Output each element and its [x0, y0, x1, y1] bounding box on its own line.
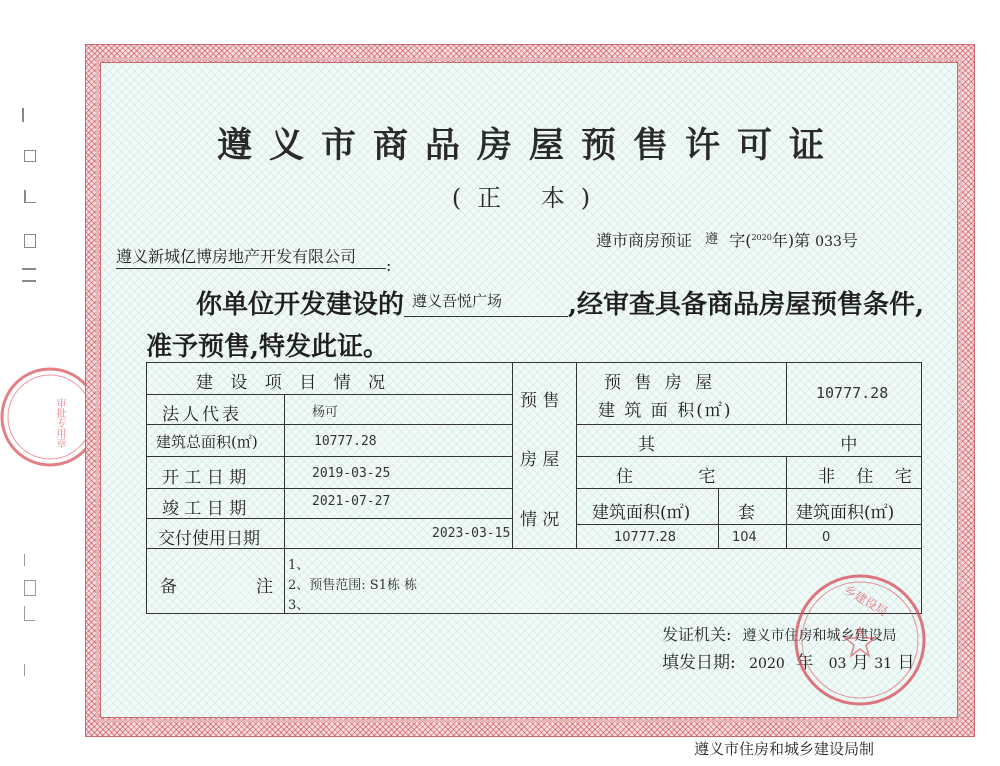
legal-rep-label: 法人代表: [162, 405, 242, 425]
table-line: [146, 548, 922, 549]
remarks-label-1: 备: [160, 577, 177, 597]
table-line: [512, 362, 513, 548]
edge-fragment: [22, 268, 36, 282]
table-line: [146, 456, 512, 457]
intro-text-3: 准予预售,特发此证。: [146, 332, 390, 362]
company-underline: [116, 268, 386, 269]
certificate-number: [596, 228, 858, 251]
total-area-value: 10777.28: [314, 434, 377, 449]
res-area-value: 10777.28: [614, 530, 677, 545]
issue-year: 2020: [749, 656, 785, 672]
table-line: [576, 488, 922, 489]
start-date-value: 2019-03-25: [312, 466, 391, 481]
issue-nian: 年: [796, 653, 814, 673]
table-line: [786, 362, 787, 424]
cert-number: 033: [815, 234, 842, 250]
remarks-line-1: 1、: [288, 558, 310, 573]
completion-date-label: 竣 工 日 期: [162, 499, 247, 519]
table-line: [576, 424, 922, 425]
edge-fragment: [22, 108, 38, 122]
table-line: [146, 488, 512, 489]
total-area-label: 建筑总面积(㎡): [156, 433, 258, 451]
intro-text-2: ,经审查具备商品房屋预售条件,: [568, 290, 925, 320]
edge-fragment: [24, 234, 36, 248]
units-value: 104: [732, 530, 757, 545]
cert-prefix: 遵市商房预证: [596, 231, 693, 250]
nonres-area-label: 建筑面积(㎡): [796, 503, 895, 523]
cert-zun: 遵: [705, 232, 719, 247]
start-date-label: 开 工 日 期: [162, 468, 247, 488]
edge-fragment: [24, 606, 35, 621]
edge-fragment: [24, 664, 33, 676]
table-line: [284, 548, 285, 614]
remarks-label-2: 注: [256, 577, 273, 597]
remarks-line-2: 2、预售范围: S1栋 栋: [288, 578, 418, 593]
issue-yue: 月: [851, 653, 869, 673]
residential-label: 住 宅: [616, 467, 746, 487]
qizhong-label: 其 中: [638, 435, 948, 455]
table-line: [146, 394, 512, 395]
table-line: [576, 456, 922, 457]
table-line: [576, 524, 922, 525]
cert-nian: 年)第: [771, 231, 811, 250]
table-line: [718, 488, 719, 548]
edge-fragment: [24, 190, 36, 203]
delivery-date-value: 2023-03-15: [432, 526, 511, 541]
res-area-label: 建筑面积(㎡): [592, 503, 691, 523]
presale-area-value: 10777.28: [816, 384, 889, 402]
nonres-area-value: 0: [822, 530, 831, 545]
table-line: [284, 394, 285, 548]
cert-zi: 字(: [729, 231, 752, 250]
units-label: 套: [738, 503, 755, 523]
presale-area-label-2: 建 筑 面 积(㎡): [598, 401, 733, 421]
company-colon: :: [386, 256, 392, 275]
remarks-line-3: 3、: [288, 598, 310, 613]
edge-fragment: [24, 150, 36, 162]
issue-month: 03: [828, 656, 847, 672]
cert-year: 2020: [751, 233, 772, 242]
edge-fragment: [24, 554, 35, 566]
intro-text-1: 你单位开发建设的: [196, 290, 405, 320]
project-info-header: 建 设 项 目 情 况: [196, 373, 392, 393]
non-residential-label: 非 住 宅: [818, 467, 920, 487]
certificate-subtitle: (正 本): [451, 184, 607, 212]
official-seal-text: 乡建设局: [841, 582, 891, 619]
partial-seal-left-text: 审批专用章: [54, 398, 65, 448]
issuer-value: 遵义市住房和城乡建设局: [742, 628, 897, 644]
issue-day: 31: [874, 656, 893, 672]
delivery-date-label: 交付使用日期: [158, 529, 260, 549]
presale-label-2: 房 屋: [520, 450, 560, 470]
table-line: [786, 456, 787, 548]
issuer-label: 发证机关:: [662, 625, 732, 644]
company-name: 遵义新城亿博房地产开发有限公司: [116, 247, 357, 266]
certificate-title: 遵义市商品房屋预售许可证: [216, 125, 841, 166]
table-line: [576, 362, 577, 548]
cert-hao: 号: [841, 231, 858, 250]
completion-date-value: 2021-07-27: [312, 494, 391, 509]
issue-date-label: 填发日期:: [662, 653, 736, 673]
footer-issuer: 遵义市住房和城乡建设局制: [694, 740, 875, 758]
presale-label-1: 预 售: [520, 391, 560, 411]
project-name: 遵义吾悦广场: [412, 292, 503, 310]
presale-area-label-1: 预 售 房 屋: [604, 373, 717, 393]
legal-rep-value: 杨可: [312, 405, 339, 420]
issue-ri: 日: [897, 653, 915, 673]
project-underline: [404, 316, 568, 317]
presale-label-3: 情 况: [520, 510, 560, 530]
edge-fragment: [24, 580, 36, 596]
